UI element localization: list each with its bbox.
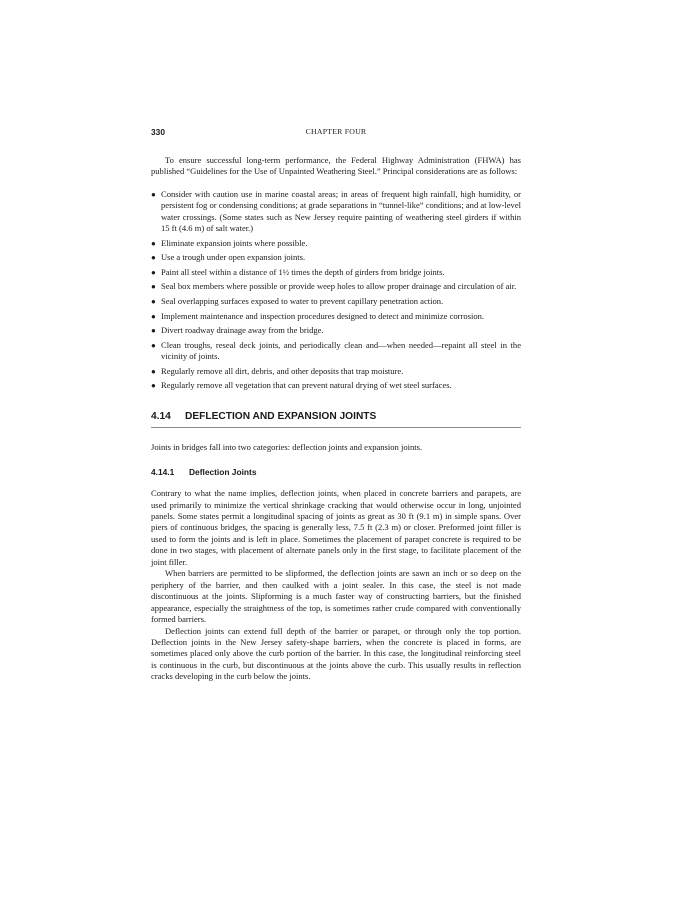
- list-item-text: Clean troughs, reseal deck joints, and periodically clean and—when needed—repaint all steel in the vicinity of joints.: [161, 339, 521, 362]
- section-title: DEFLECTION AND EXPANSION JOINTS: [185, 410, 377, 422]
- section-number: 4.14: [151, 410, 171, 422]
- list-item-text: Seal box members where possible or provide weep holes to allow proper drainage and circulation of air.: [161, 281, 517, 292]
- bullet-icon: ●: [151, 297, 156, 306]
- list-item: [151, 267, 521, 278]
- list-item: [151, 380, 521, 391]
- body-paragraph: Contrary to what the name implies, deflection joints, when placed in concrete barriers and parapets, are used primarily to minimize the vertical shrinkage cracking that would otherwise occur in long, unjointed panels. Some states permit a longitudinal spacing of joints as great as 30 ft (9.1 m) in simple spans. Over piers of continuous bridges, the spacing is generally less, 7.5 ft (2.3 m) or closer. Preformed joint filler is used to form the joints and is left in place. Sometimes the placement of parapet concrete is required to be done in two stages, with placement of alternate panels only in the first stage, to facilitate placement of the joint filler.: [151, 488, 521, 567]
- list-item-text: Regularly remove all dirt, debris, and other deposits that trap moisture.: [161, 365, 404, 376]
- bullet-icon: ●: [151, 189, 156, 199]
- list-item-text: Seal overlapping surfaces exposed to water to prevent capillary penetration action.: [161, 296, 444, 306]
- bullet-icon: ●: [151, 340, 156, 350]
- body-paragraph: Deflection joints can extend full depth of the barrier or parapet, or through only the top portion. Deflection joints in the New Jersey safety-shape barriers, when the concrete is placed in forms, are sometimes placed only above the curb portion of the barrier. In this case, the longitudinal reinforcing steel is continuous in the curb, but discontinuous at the joints above the curb. This usually results in reflection cracks developing in the curb below the joints.: [151, 625, 521, 682]
- bullet-icon: ●: [151, 253, 156, 263]
- list-item: [151, 238, 521, 249]
- list-item-text: Paint all steel within a distance of 1½ times the depth of girders from bridge joints.: [161, 266, 445, 277]
- list-item: [151, 311, 521, 322]
- list-item-text: Eliminate expansion joints where possible.: [161, 237, 308, 248]
- subsection-title: Deflection Joints: [189, 467, 257, 478]
- bullet-icon: ●: [151, 311, 156, 321]
- list-item: [151, 366, 521, 377]
- list-item: [151, 325, 521, 336]
- section-lead-paragraph: Joints in bridges fall into two categories: deflection joints and expansion joints.: [151, 441, 423, 452]
- list-item-text: Use a trough under open expansion joints.: [161, 252, 306, 263]
- book-page: [151, 126, 521, 683]
- bullet-icon: ●: [151, 267, 156, 277]
- running-head: [151, 126, 521, 140]
- list-item: [151, 189, 521, 235]
- list-item-text: Consider with caution use in marine coastal areas; in areas of frequent high rainfall, high humidity, or persistent fog or condensing conditions; at grade separations in “tunnel-like” conditions; and at low-level water crossings. (Some states such as New Jersey require painting of weathering steel girders if within 15 ft (4.6 m) of salt water.): [161, 188, 521, 234]
- section-heading: [151, 410, 521, 428]
- list-item: [151, 252, 521, 263]
- considerations-list: [151, 189, 521, 392]
- bullet-icon: ●: [151, 366, 156, 376]
- list-item-text: Implement maintenance and inspection procedures designed to detect and minimize corrosion.: [161, 310, 485, 321]
- list-item: [151, 281, 521, 292]
- intro-paragraph: To ensure successful long-term performance, the Federal Highway Administration (FHWA) has published “Guidelines for the Use of Unpainted Weathering Steel.” Principal considerations are as follows:: [151, 155, 521, 177]
- subsection-number: 4.14.1: [151, 467, 175, 478]
- list-item-text: Regularly remove all vegetation that can prevent natural drying of wet steel surfaces.: [161, 380, 452, 391]
- subsection-heading: [151, 467, 521, 478]
- list-item: [151, 340, 521, 363]
- body-paragraph: When barriers are permitted to be slipformed, the deflection joints are sawn an inch or so deep on the periphery of the barrier, and then caulked with a joint sealer. In this case, the steel is not made discontinuous at the joints. Slipforming is a much faster way of constructing barriers, but the finished appearance, especially the straightness of the top, is sometimes rather crude compared with conventionally formed barriers.: [151, 568, 521, 625]
- list-item-text: Divert roadway drainage away from the bridge.: [161, 325, 324, 336]
- chapter-title: CHAPTER FOUR: [305, 127, 367, 136]
- list-item: [151, 296, 521, 307]
- bullet-icon: ●: [151, 238, 156, 248]
- bullet-icon: ●: [151, 381, 156, 391]
- bullet-icon: ●: [151, 282, 156, 292]
- bullet-icon: ●: [151, 326, 156, 336]
- page-number: 330: [151, 127, 165, 137]
